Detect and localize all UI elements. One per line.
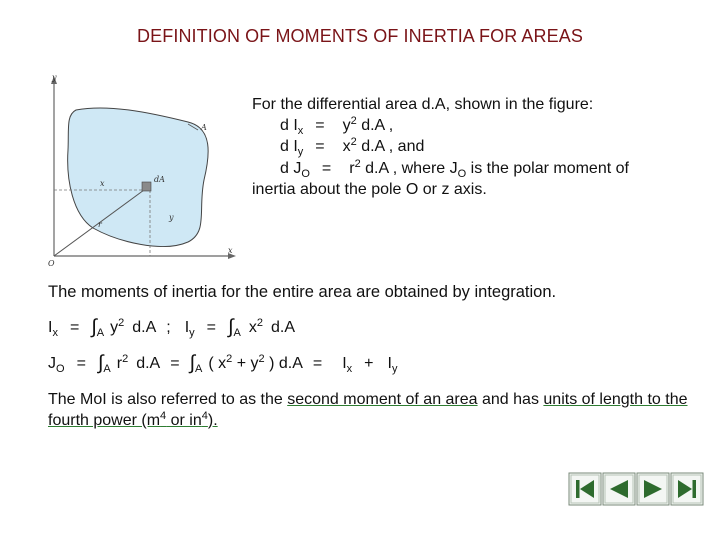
djo-equation: d $J_O = r^2$ d.A , where $J_O$ is the polar moment of (280, 157, 629, 180)
radius-label: r (98, 220, 102, 229)
intro-text (252, 95, 692, 201)
integration-paragraph: The moments of inertia for the entire area are obtained by integration. (48, 283, 557, 301)
intro-line: For the differential area d.A, shown in the figure: (252, 96, 594, 113)
next-slide-button[interactable] (636, 472, 670, 506)
previous-slide-button[interactable] (602, 472, 636, 506)
y-axis-label: y (52, 73, 57, 82)
diy-equation: d $I_y = x^2$ d.A , and (280, 136, 425, 158)
moi-paragraph: The MoI is also referred to as the second moment of an area and has units of length to the fourth power ($m^4$ or $in^4$). (48, 391, 688, 429)
element-label: dA (154, 175, 165, 184)
y-dimension-label: y (169, 213, 174, 222)
last-slide-icon (670, 472, 704, 506)
first-slide-icon (568, 472, 602, 506)
page-title: DEFINITION OF MOMENTS OF INERTIA FOR AREAS (137, 26, 583, 46)
area-label: A (201, 123, 207, 132)
area-figure (38, 70, 243, 270)
x-axis-label: x (228, 246, 233, 255)
second-moment-link[interactable]: second moment of an area (287, 391, 478, 408)
intro-line: inertia about the pole O or z axis. (252, 181, 487, 198)
first-slide-button[interactable] (568, 472, 602, 506)
ix-iy-equation: $I_x = \int_A$ $y^2$ d.A ; $I_y = \int_A$ $x^2$ d.A (48, 316, 295, 339)
dix-equation: d $I_x = y^2$ d.A , (280, 114, 394, 137)
next-slide-icon (636, 472, 670, 506)
x-dimension-label: x (100, 179, 105, 188)
units-link[interactable]: units of length to the fourth power ($m^4$ or $in^4$). (48, 391, 688, 429)
origin-label: O (48, 259, 55, 268)
previous-slide-icon (602, 472, 636, 506)
jo-equation: $J_O = \int_A$ $r^2$ $d.A = \int_A$ ( $x^2 + y^2$ ) $d.A = I_x + I_y$ (48, 352, 398, 375)
last-slide-button[interactable] (670, 472, 704, 506)
